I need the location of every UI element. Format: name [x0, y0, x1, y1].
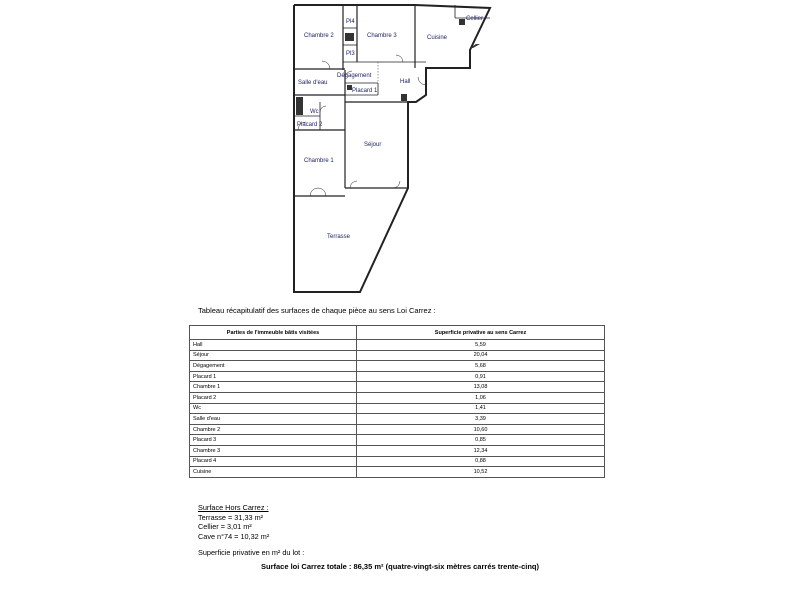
- room-name-cell: Hall: [190, 340, 357, 351]
- lot-surface-label: Superficie privative en m² du lot :: [198, 548, 305, 557]
- surface-value-cell: 1,06: [357, 392, 605, 403]
- surface-value-cell: 3,39: [357, 414, 605, 425]
- room-label-wc: Wc: [310, 109, 319, 115]
- duct-block: [401, 94, 407, 101]
- table-row: [190, 382, 605, 393]
- surface-value-cell: 0,85: [357, 435, 605, 446]
- room-label-chambre1: Chambre 1: [304, 158, 334, 164]
- surface-value-cell: 0,88: [357, 456, 605, 467]
- room-label-degagement: Dégagement: [337, 73, 372, 79]
- column-header-parts: Parties de l'immeuble bâtis visitées: [190, 326, 357, 340]
- table-row: [190, 435, 605, 446]
- door-arc: [322, 61, 330, 69]
- table-row: [190, 371, 605, 382]
- door-arc: [318, 188, 326, 196]
- room-name-cell: Placard 2: [190, 392, 357, 403]
- room-label-pl3: Pl3: [346, 51, 355, 57]
- hors-carrez-line: Cellier = 3,01 m²: [198, 522, 252, 532]
- room-name-cell: Wc: [190, 403, 357, 414]
- room-label-hall: Hall: [400, 79, 411, 85]
- table-row: [190, 340, 605, 351]
- door-arc: [320, 106, 326, 112]
- surface-value-cell: 10,52: [357, 467, 605, 478]
- room-label-chambre3: Chambre 3: [367, 33, 397, 39]
- room-name-cell: Dégagement: [190, 361, 357, 372]
- room-name-cell: Séjour: [190, 350, 357, 361]
- room-label-cellier: Cellier: [466, 16, 484, 22]
- table-body: [190, 340, 605, 478]
- outer-wall: [294, 5, 490, 292]
- table-row: [190, 414, 605, 425]
- room-name-cell: Placard 1: [190, 371, 357, 382]
- total-surface-text: Surface loi Carrez totale : 86,35 m² (quatre-vingt-six mètres carrés trente-cinq): [260, 562, 539, 571]
- room-label-sejour: Séjour: [364, 142, 382, 148]
- surface-value-cell: 13,08: [357, 382, 605, 393]
- surface-value-cell: 10,60: [357, 424, 605, 435]
- surface-value-cell: 5,59: [357, 340, 605, 351]
- surface-table: [189, 325, 605, 478]
- table-row: [190, 456, 605, 467]
- room-name-cell: Placard 3: [190, 435, 357, 446]
- duct-block: [296, 97, 303, 115]
- hors-carrez-block: [198, 503, 269, 541]
- room-label-placard1: Placard 1: [352, 88, 378, 94]
- door-arc: [418, 77, 426, 85]
- room-label-placard2: Placard 2: [297, 122, 323, 128]
- surface-value-cell: 20,04: [357, 350, 605, 361]
- table-row: [190, 424, 605, 435]
- hors-carrez-line: Terrasse = 31,33 m²: [198, 512, 264, 522]
- table-row: [190, 403, 605, 414]
- table-row: [190, 445, 605, 456]
- room-name-cell: Salle d'eau: [190, 414, 357, 425]
- room-label-pl4: Pl4: [346, 19, 355, 25]
- surface-value-cell: 1,41: [357, 403, 605, 414]
- room-label-chambre2: Chambre 2: [304, 33, 334, 39]
- table-row: [190, 467, 605, 478]
- duct-block: [459, 19, 465, 25]
- table-intro-text: Tableau récapitulatif des surfaces de chaque pièce au sens Loi Carrez :: [198, 306, 436, 315]
- surface-value-cell: 5,68: [357, 361, 605, 372]
- room-label-cuisine: Cuisine: [427, 35, 448, 41]
- table-row: [190, 361, 605, 372]
- door-arc: [310, 188, 318, 196]
- room-name-cell: Chambre 1: [190, 382, 357, 393]
- room-name-cell: Placard 4: [190, 456, 357, 467]
- door-arc: [350, 181, 357, 188]
- surface-value-cell: 0,91: [357, 371, 605, 382]
- room-label-terrasse: Terrasse: [327, 234, 351, 240]
- hors-carrez-line: Cave n°74 = 10,32 m²: [198, 531, 270, 541]
- door-arc: [396, 55, 403, 62]
- room-name-cell: Cuisine: [190, 467, 357, 478]
- room-name-cell: Chambre 2: [190, 424, 357, 435]
- table-row: [190, 350, 605, 361]
- table-header-row: [190, 326, 605, 340]
- door-arc: [393, 181, 400, 188]
- hors-carrez-title: Surface Hors Carrez :: [198, 503, 269, 512]
- room-label-salle-eau: Salle d'eau: [298, 80, 328, 86]
- surface-value-cell: 12,34: [357, 445, 605, 456]
- column-header-surface: Superficie privative au sens Carrez: [357, 326, 605, 340]
- duct-block: [345, 33, 354, 41]
- room-name-cell: Chambre 3: [190, 445, 357, 456]
- table-row: [190, 392, 605, 403]
